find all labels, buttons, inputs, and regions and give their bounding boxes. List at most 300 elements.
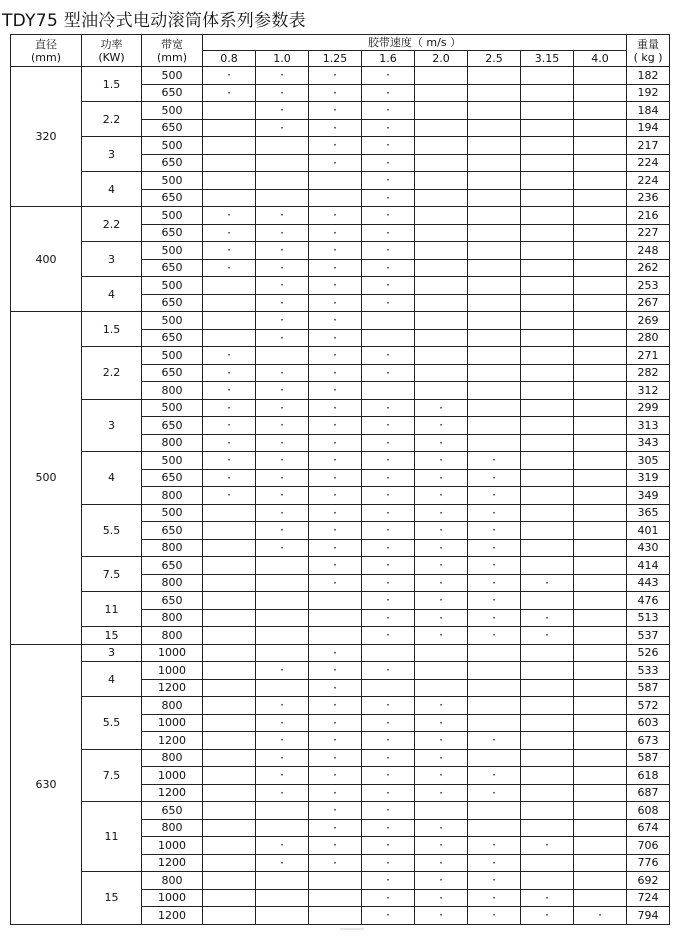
speed-mark: · xyxy=(309,784,362,802)
diameter-cell: 630 xyxy=(11,644,82,924)
speed-cell xyxy=(521,382,574,400)
speed-mark: · xyxy=(309,242,362,260)
speed-mark: · xyxy=(362,889,415,907)
width-cell: 500 xyxy=(142,207,203,225)
speed-cell xyxy=(521,452,574,470)
speed-mark: · xyxy=(309,767,362,785)
speed-cell xyxy=(203,907,256,925)
speed-mark: · xyxy=(362,277,415,295)
table-row xyxy=(11,592,670,610)
speed-cell xyxy=(574,294,627,312)
speed-mark: · xyxy=(468,889,521,907)
speed-cell xyxy=(574,189,627,207)
weight-cell: 236 xyxy=(627,189,670,207)
speed-mark: · xyxy=(415,557,468,575)
speed-mark: · xyxy=(256,837,309,855)
power-cell: 11 xyxy=(82,592,142,627)
speed-cell xyxy=(468,364,521,382)
speed-mark: · xyxy=(362,67,415,85)
speed-mark: · xyxy=(362,434,415,452)
speed-cell xyxy=(468,84,521,102)
speed-cell xyxy=(521,259,574,277)
speed-cell xyxy=(415,382,468,400)
speed-cell xyxy=(203,889,256,907)
speed-cell xyxy=(574,277,627,295)
speed-mark: · xyxy=(256,364,309,382)
speed-cell xyxy=(468,137,521,155)
speed-cell xyxy=(415,802,468,820)
speed-mark: · xyxy=(309,399,362,417)
speed-cell xyxy=(574,84,627,102)
speed-cell xyxy=(574,609,627,627)
table-row xyxy=(11,172,670,190)
speed-cell xyxy=(256,802,309,820)
width-cell: 500 xyxy=(142,452,203,470)
speed-cell xyxy=(256,189,309,207)
speed-mark: · xyxy=(468,872,521,890)
width-cell: 650 xyxy=(142,364,203,382)
speed-mark: · xyxy=(309,259,362,277)
speed-mark: · xyxy=(362,539,415,557)
speed-cell xyxy=(574,347,627,365)
speed-cell xyxy=(521,679,574,697)
speed-cell xyxy=(574,837,627,855)
speed-cell xyxy=(256,907,309,925)
speed-mark: · xyxy=(415,907,468,925)
speed-mark: · xyxy=(203,434,256,452)
speed-mark: · xyxy=(468,592,521,610)
speed-cell xyxy=(521,189,574,207)
speed-mark: · xyxy=(415,452,468,470)
speed-cell xyxy=(521,819,574,837)
speed-mark: · xyxy=(309,347,362,365)
speed-cell xyxy=(574,329,627,347)
speed-cell xyxy=(521,662,574,680)
speed-cell xyxy=(203,819,256,837)
speed-cell xyxy=(574,644,627,662)
speed-cell xyxy=(574,662,627,680)
speed-mark: · xyxy=(521,609,574,627)
speed-cell xyxy=(521,172,574,190)
speed-cell xyxy=(521,732,574,750)
speed-cell xyxy=(521,399,574,417)
speed-cell xyxy=(521,207,574,225)
speed-mark: · xyxy=(309,714,362,732)
speed-cell xyxy=(415,119,468,137)
speed-mark: · xyxy=(468,469,521,487)
speed-mark: · xyxy=(468,504,521,522)
weight-cell: 526 xyxy=(627,644,670,662)
power-header: 功率 (KW) xyxy=(82,35,142,67)
weight-cell: 537 xyxy=(627,627,670,645)
speed-cell xyxy=(521,802,574,820)
speed-cell xyxy=(203,329,256,347)
speed-cell xyxy=(521,417,574,435)
speed-cell xyxy=(468,417,521,435)
width-cell: 500 xyxy=(142,347,203,365)
weight-cell: 365 xyxy=(627,504,670,522)
speed-cell xyxy=(203,837,256,855)
power-cell: 3 xyxy=(82,644,142,662)
speed-cell xyxy=(256,592,309,610)
speed-cell xyxy=(574,802,627,820)
speed-cell xyxy=(203,784,256,802)
speed-mark: · xyxy=(309,557,362,575)
speed-mark: · xyxy=(203,399,256,417)
width-cell: 650 xyxy=(142,329,203,347)
speed-mark: · xyxy=(362,837,415,855)
speed-cell xyxy=(574,697,627,715)
speed-mark: · xyxy=(309,819,362,837)
weight-cell: 401 xyxy=(627,522,670,540)
speed-mark: · xyxy=(468,487,521,505)
speed-cell xyxy=(415,189,468,207)
speed-mark: · xyxy=(256,67,309,85)
speed-mark: · xyxy=(415,784,468,802)
speed-col-header: 4.0 xyxy=(574,51,627,67)
speed-cell xyxy=(468,259,521,277)
speed-mark: · xyxy=(521,889,574,907)
power-cell: 7.5 xyxy=(82,749,142,802)
power-cell: 4 xyxy=(82,277,142,312)
weight-cell: 313 xyxy=(627,417,670,435)
table-row xyxy=(11,872,670,890)
speed-cell xyxy=(468,399,521,417)
width-cell: 800 xyxy=(142,697,203,715)
speed-cell xyxy=(415,207,468,225)
speed-mark: · xyxy=(362,714,415,732)
width-cell: 800 xyxy=(142,382,203,400)
table-row xyxy=(11,697,670,715)
weight-cell: 414 xyxy=(627,557,670,575)
width-cell: 650 xyxy=(142,259,203,277)
speed-col-header: 1.25 xyxy=(309,51,362,67)
speed-cell xyxy=(574,172,627,190)
weight-cell: 513 xyxy=(627,609,670,627)
speed-cell xyxy=(362,644,415,662)
speed-mark: · xyxy=(574,907,627,925)
speed-cell xyxy=(468,119,521,137)
speed-mark: · xyxy=(309,802,362,820)
speed-mark: · xyxy=(256,329,309,347)
weight-cell: 299 xyxy=(627,399,670,417)
speed-col-header: 2.0 xyxy=(415,51,468,67)
speed-mark: · xyxy=(362,172,415,190)
weight-cell: 618 xyxy=(627,767,670,785)
speed-mark: · xyxy=(362,504,415,522)
table-row xyxy=(11,312,670,330)
speed-cell xyxy=(521,872,574,890)
speed-mark: · xyxy=(468,732,521,750)
weight-cell: 271 xyxy=(627,347,670,365)
speed-mark: · xyxy=(362,574,415,592)
speed-cell xyxy=(574,767,627,785)
speed-mark: · xyxy=(256,277,309,295)
weight-cell: 267 xyxy=(627,294,670,312)
speed-cell xyxy=(574,557,627,575)
speed-cell xyxy=(203,539,256,557)
speed-cell xyxy=(415,364,468,382)
speed-col-header: 1.6 xyxy=(362,51,415,67)
speed-cell xyxy=(574,592,627,610)
speed-cell xyxy=(468,697,521,715)
speed-cell xyxy=(203,854,256,872)
table-row xyxy=(11,242,670,260)
speed-mark: · xyxy=(362,872,415,890)
speed-cell xyxy=(521,784,574,802)
speed-mark: · xyxy=(415,522,468,540)
speed-cell xyxy=(415,259,468,277)
speed-cell xyxy=(574,539,627,557)
speed-cell xyxy=(574,574,627,592)
width-cell: 1200 xyxy=(142,679,203,697)
speed-cell xyxy=(203,522,256,540)
table-row xyxy=(11,137,670,155)
speed-cell xyxy=(309,189,362,207)
speed-cell xyxy=(468,189,521,207)
width-cell: 650 xyxy=(142,294,203,312)
speed-mark: · xyxy=(362,627,415,645)
speed-cell xyxy=(415,294,468,312)
speed-mark: · xyxy=(415,714,468,732)
width-cell: 650 xyxy=(142,119,203,137)
speed-cell xyxy=(256,609,309,627)
speed-mark: · xyxy=(362,452,415,470)
speed-mark: · xyxy=(256,749,309,767)
speed-mark: · xyxy=(256,119,309,137)
speed-cell xyxy=(521,749,574,767)
weight-cell: 182 xyxy=(627,67,670,85)
speed-cell xyxy=(521,137,574,155)
speed-cell xyxy=(574,399,627,417)
speed-cell xyxy=(256,889,309,907)
speed-mark: · xyxy=(256,504,309,522)
speed-cell xyxy=(521,469,574,487)
speed-mark: · xyxy=(309,102,362,120)
width-cell: 1200 xyxy=(142,854,203,872)
speed-cell xyxy=(468,207,521,225)
table-row xyxy=(11,207,670,225)
speed-mark: · xyxy=(309,854,362,872)
speed-cell xyxy=(256,347,309,365)
width-cell: 500 xyxy=(142,504,203,522)
speed-mark: · xyxy=(256,434,309,452)
weight-cell: 280 xyxy=(627,329,670,347)
speed-cell xyxy=(574,627,627,645)
speed-mark: · xyxy=(415,487,468,505)
speed-cell xyxy=(521,329,574,347)
speed-cell xyxy=(521,714,574,732)
speed-mark: · xyxy=(203,242,256,260)
width-cell: 800 xyxy=(142,872,203,890)
speed-cell xyxy=(203,557,256,575)
weight-cell: 674 xyxy=(627,819,670,837)
speed-mark: · xyxy=(203,382,256,400)
speed-cell xyxy=(521,277,574,295)
speed-cell xyxy=(415,679,468,697)
speed-mark: · xyxy=(362,242,415,260)
parameter-table xyxy=(10,34,670,925)
table-row xyxy=(11,102,670,120)
width-cell: 650 xyxy=(142,469,203,487)
speed-mark: · xyxy=(256,242,309,260)
speed-cell xyxy=(574,102,627,120)
speed-cell xyxy=(574,417,627,435)
width-cell: 500 xyxy=(142,399,203,417)
speed-mark: · xyxy=(415,732,468,750)
speed-mark: · xyxy=(309,417,362,435)
speed-mark: · xyxy=(521,907,574,925)
speed-mark: · xyxy=(256,417,309,435)
diameter-cell: 500 xyxy=(11,312,82,645)
speed-cell xyxy=(574,469,627,487)
power-cell: 1.5 xyxy=(82,67,142,102)
speed-cell xyxy=(521,67,574,85)
table-row xyxy=(11,557,670,575)
speed-cell xyxy=(574,67,627,85)
speed-cell xyxy=(521,767,574,785)
speed-mark: · xyxy=(256,224,309,242)
speed-mark: · xyxy=(415,872,468,890)
speed-cell xyxy=(415,137,468,155)
width-cell: 1000 xyxy=(142,837,203,855)
width-cell: 650 xyxy=(142,154,203,172)
width-cell: 650 xyxy=(142,802,203,820)
weight-cell: 216 xyxy=(627,207,670,225)
weight-cell: 305 xyxy=(627,452,670,470)
speed-cell xyxy=(309,627,362,645)
speed-cell xyxy=(574,889,627,907)
speed-mark: · xyxy=(309,732,362,750)
speed-mark: · xyxy=(309,67,362,85)
speed-mark: · xyxy=(309,312,362,330)
speed-cell xyxy=(203,137,256,155)
speed-cell xyxy=(468,172,521,190)
speed-mark: · xyxy=(309,364,362,382)
speed-mark: · xyxy=(203,84,256,102)
footer-mark xyxy=(340,928,364,930)
speed-cell xyxy=(309,172,362,190)
speed-cell xyxy=(203,154,256,172)
power-cell: 2.2 xyxy=(82,347,142,400)
speed-cell xyxy=(574,119,627,137)
speed-cell xyxy=(521,487,574,505)
speed-cell xyxy=(203,714,256,732)
weight-cell: 253 xyxy=(627,277,670,295)
speed-mark: · xyxy=(309,224,362,242)
speed-cell xyxy=(415,329,468,347)
weight-cell: 794 xyxy=(627,907,670,925)
speed-mark: · xyxy=(468,854,521,872)
weight-cell: 724 xyxy=(627,889,670,907)
speed-cell xyxy=(468,347,521,365)
speed-cell xyxy=(256,154,309,172)
speed-mark: · xyxy=(362,732,415,750)
speed-cell xyxy=(521,697,574,715)
speed-cell xyxy=(574,679,627,697)
power-cell: 3 xyxy=(82,137,142,172)
speed-cell xyxy=(203,189,256,207)
speed-cell xyxy=(415,644,468,662)
speed-cell xyxy=(468,224,521,242)
speed-mark: · xyxy=(256,469,309,487)
speed-cell xyxy=(574,732,627,750)
speed-mark: · xyxy=(362,767,415,785)
speed-cell xyxy=(203,277,256,295)
weight-cell: 476 xyxy=(627,592,670,610)
speed-mark: · xyxy=(203,224,256,242)
speed-cell xyxy=(203,172,256,190)
speed-mark: · xyxy=(203,417,256,435)
speed-mark: · xyxy=(362,662,415,680)
speed-mark: · xyxy=(256,697,309,715)
speed-cell xyxy=(309,592,362,610)
speed-col-header: 0.8 xyxy=(203,51,256,67)
width-cell: 1000 xyxy=(142,714,203,732)
speed-mark: · xyxy=(415,469,468,487)
speed-cell xyxy=(521,592,574,610)
speed-cell xyxy=(574,364,627,382)
speed-cell xyxy=(521,224,574,242)
speed-mark: · xyxy=(203,207,256,225)
speed-mark: · xyxy=(362,557,415,575)
speed-cell xyxy=(203,609,256,627)
table-row xyxy=(11,662,670,680)
speed-mark: · xyxy=(468,767,521,785)
speed-mark: · xyxy=(256,102,309,120)
speed-cell xyxy=(203,592,256,610)
width-cell: 1000 xyxy=(142,662,203,680)
speed-mark: · xyxy=(203,259,256,277)
speed-mark: · xyxy=(415,749,468,767)
weight-cell: 533 xyxy=(627,662,670,680)
weight-cell: 184 xyxy=(627,102,670,120)
diameter-cell: 400 xyxy=(11,207,82,312)
speed-mark: · xyxy=(256,84,309,102)
weight-cell: 227 xyxy=(627,224,670,242)
speed-mark: · xyxy=(309,119,362,137)
speed-mark: · xyxy=(309,662,362,680)
weight-cell: 349 xyxy=(627,487,670,505)
weight-cell: 776 xyxy=(627,854,670,872)
speed-cell xyxy=(574,452,627,470)
speed-cell xyxy=(415,312,468,330)
table-row xyxy=(11,504,670,522)
speed-mark: · xyxy=(415,837,468,855)
power-cell: 4 xyxy=(82,172,142,207)
speed-cell xyxy=(415,347,468,365)
width-cell: 1200 xyxy=(142,732,203,750)
speed-col-header: 1.0 xyxy=(256,51,309,67)
width-cell: 650 xyxy=(142,224,203,242)
speed-mark: · xyxy=(309,487,362,505)
speed-mark: · xyxy=(415,609,468,627)
speed-mark: · xyxy=(256,487,309,505)
speed-cell xyxy=(574,242,627,260)
speed-mark: · xyxy=(309,207,362,225)
speed-mark: · xyxy=(362,417,415,435)
speed-cell xyxy=(521,154,574,172)
speed-cell xyxy=(256,872,309,890)
speed-mark: · xyxy=(309,154,362,172)
speed-cell xyxy=(468,644,521,662)
weight-cell: 312 xyxy=(627,382,670,400)
speed-cell xyxy=(574,854,627,872)
speed-mark: · xyxy=(362,697,415,715)
speed-mark: · xyxy=(203,452,256,470)
speed-mark: · xyxy=(309,382,362,400)
speed-cell xyxy=(256,679,309,697)
